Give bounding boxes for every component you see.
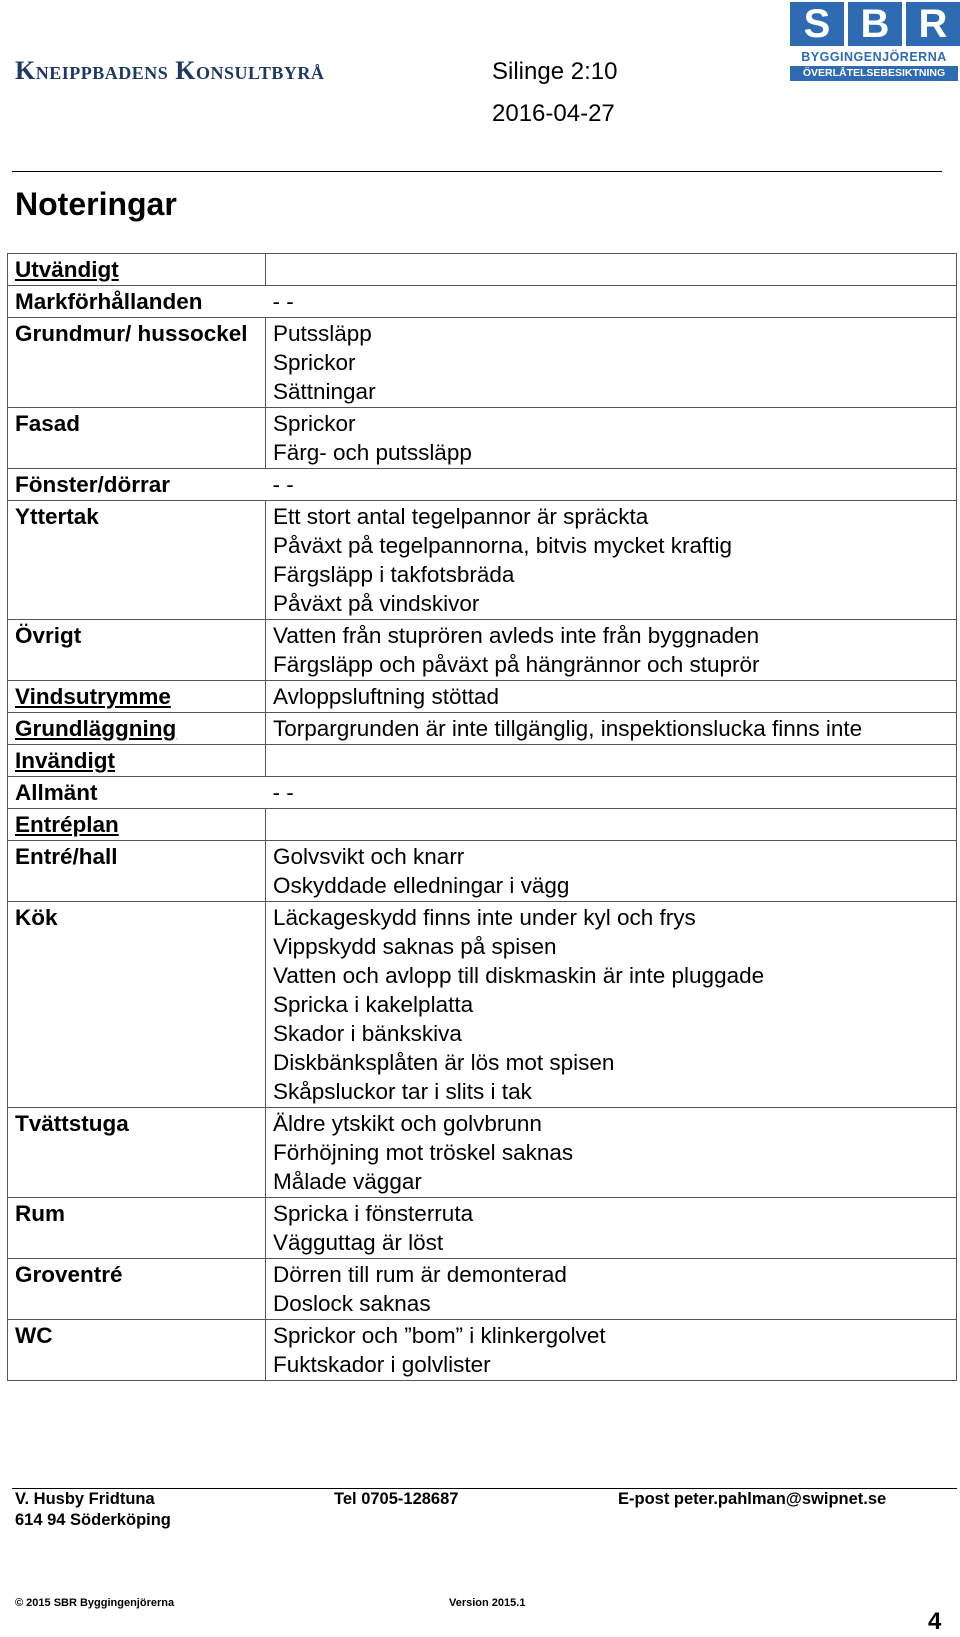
note-label-cell xyxy=(8,1108,266,1198)
note-line: Golvsvikt och knarr xyxy=(273,844,465,869)
note-line: Doslock saknas xyxy=(273,1291,431,1316)
note-label-cell xyxy=(8,1198,266,1259)
page-title: Noteringar xyxy=(15,186,177,222)
note-row xyxy=(8,501,957,620)
note-line: Sättningar xyxy=(273,379,376,404)
note-content-cell xyxy=(266,777,957,809)
note-line: Diskbänksplåten är lös mot spisen xyxy=(273,1050,615,1075)
note-label-cell xyxy=(8,408,266,469)
note-content-cell xyxy=(266,1320,957,1381)
note-label-cell xyxy=(8,1259,266,1320)
note-row xyxy=(8,254,957,286)
note-label-cell xyxy=(8,501,266,620)
note-line: Skåpsluckor tar i slits i tak xyxy=(273,1079,532,1104)
note-line: Färg- och putssläpp xyxy=(273,440,472,465)
header-divider xyxy=(12,171,942,172)
note-content-cell xyxy=(266,1259,957,1320)
note-row xyxy=(8,1320,957,1381)
note-row xyxy=(8,1259,957,1320)
property-id: Silinge 2:10 xyxy=(492,58,618,85)
note-line: Torpargrunden är inte tillgänglig, inspektionslucka finns inte xyxy=(273,716,863,741)
section-heading: Invändigt xyxy=(15,748,115,773)
note-line: - - xyxy=(272,472,294,497)
note-label: Grundmur/ hussockel xyxy=(15,321,248,346)
note-row xyxy=(8,745,957,777)
note-label: Övrigt xyxy=(15,623,82,648)
note-label-cell xyxy=(8,777,266,809)
note-line: - - xyxy=(272,289,294,314)
note-row xyxy=(8,1108,957,1198)
note-label-cell xyxy=(8,902,266,1108)
note-row xyxy=(8,681,957,713)
note-label: Fasad xyxy=(15,411,81,436)
note-label-cell xyxy=(8,745,266,777)
note-line: Läckageskydd finns inte under kyl och frys xyxy=(273,905,696,930)
note-label: Yttertak xyxy=(15,504,99,529)
logo-letter-s: S xyxy=(790,2,844,46)
note-content-cell xyxy=(266,408,957,469)
note-line: Äldre ytskikt och golvbrunn xyxy=(273,1111,542,1136)
note-line: Färgsläpp och påväxt på hängrännor och stuprör xyxy=(273,652,760,677)
footer-address-line2: 614 94 Söderköping xyxy=(15,1511,171,1529)
note-content-cell xyxy=(266,681,957,713)
note-row xyxy=(8,620,957,681)
note-line: Spricka i kakelplatta xyxy=(273,992,474,1017)
note-label: Markförhållanden xyxy=(15,289,203,314)
note-line: Dörren till rum är demonterad xyxy=(273,1262,567,1287)
note-label: Allmänt xyxy=(15,780,98,805)
note-content-cell xyxy=(266,286,957,318)
logo-tagline: ÖVERLÅTELSEBESIKTNING xyxy=(790,66,958,81)
logo-letter-b: B xyxy=(848,2,902,46)
note-label-cell xyxy=(8,809,266,841)
note-line: Putssläpp xyxy=(273,321,372,346)
company-name: Kneippbadens Konsultbyrå xyxy=(15,56,325,85)
note-label-cell xyxy=(8,318,266,408)
note-line: Vatten och avlopp till diskmaskin är inte pluggade xyxy=(273,963,765,988)
note-content-cell xyxy=(266,620,957,681)
note-line: Fuktskador i golvlister xyxy=(273,1352,491,1377)
note-label-cell xyxy=(8,681,266,713)
note-content-cell xyxy=(266,745,957,777)
note-label: Rum xyxy=(15,1201,65,1226)
note-label-cell xyxy=(8,841,266,902)
note-label: Entré/hall xyxy=(15,844,118,869)
footer-phone: Tel 0705-128687 xyxy=(334,1490,459,1508)
note-line: Skador i bänkskiva xyxy=(273,1021,462,1046)
note-content-cell xyxy=(266,902,957,1108)
section-heading: Vindsutrymme xyxy=(15,684,171,709)
note-line: Sprickor xyxy=(273,350,356,375)
note-row xyxy=(8,469,957,501)
footer-divider xyxy=(12,1488,957,1489)
notes-table xyxy=(7,253,957,1381)
note-content-cell xyxy=(266,318,957,408)
note-line: Vatten från stuprören avleds inte från byggnaden xyxy=(273,623,760,648)
note-line: Färgsläpp i takfotsbräda xyxy=(273,562,515,587)
note-row xyxy=(8,809,957,841)
footer-address-line1: V. Husby Fridtuna xyxy=(15,1490,155,1508)
note-content-cell xyxy=(266,469,957,501)
note-content-cell xyxy=(266,841,957,902)
note-label: Tvättstuga xyxy=(15,1111,129,1136)
note-line: Avloppsluftning stöttad xyxy=(273,684,499,709)
note-label-cell xyxy=(8,254,266,286)
note-label: Kök xyxy=(15,905,58,930)
note-label-cell xyxy=(8,1320,266,1381)
footer-version: Version 2015.1 xyxy=(449,1597,526,1609)
note-content-cell xyxy=(266,1198,957,1259)
footer-email: E-post peter.pahlman@swipnet.se xyxy=(618,1490,887,1508)
page-number: 4 xyxy=(928,1608,942,1635)
note-line: Ett stort antal tegelpannor är spräckta xyxy=(273,504,649,529)
note-label-cell xyxy=(8,713,266,745)
note-row xyxy=(8,777,957,809)
note-label-cell xyxy=(8,620,266,681)
note-content-cell xyxy=(266,1108,957,1198)
note-row xyxy=(8,408,957,469)
note-row xyxy=(8,902,957,1108)
note-content-cell xyxy=(266,254,957,286)
note-line: Sprickor xyxy=(273,411,356,436)
note-content-cell xyxy=(266,809,957,841)
note-line: Sprickor och ”bom” i klinkergolvet xyxy=(273,1323,606,1348)
report-date: 2016-04-27 xyxy=(492,100,615,127)
note-content-cell xyxy=(266,713,957,745)
note-row xyxy=(8,286,957,318)
note-line: Målade väggar xyxy=(273,1169,422,1194)
note-line: Förhöjning mot tröskel saknas xyxy=(273,1140,574,1165)
note-line: Vippskydd saknas på spisen xyxy=(273,934,557,959)
note-row xyxy=(8,713,957,745)
note-label: Groventré xyxy=(15,1262,123,1287)
note-line: Oskyddade elledningar i vägg xyxy=(273,873,570,898)
section-heading: Grundläggning xyxy=(15,716,177,741)
note-line: Vägguttag är löst xyxy=(273,1230,444,1255)
note-label-cell xyxy=(8,286,266,318)
note-line: Påväxt på vindskivor xyxy=(273,591,480,616)
note-content-cell xyxy=(266,501,957,620)
section-heading: Utvändigt xyxy=(15,257,119,282)
section-heading: Entréplan xyxy=(15,812,119,837)
logo-letter-r: R xyxy=(906,2,960,46)
note-line: Påväxt på tegelpannorna, bitvis mycket kraftig xyxy=(273,533,732,558)
logo-subtitle: BYGGINGENJÖRERNA xyxy=(801,50,947,64)
note-line: Spricka i fönsterruta xyxy=(273,1201,474,1226)
note-label: WC xyxy=(15,1323,53,1348)
note-row xyxy=(8,318,957,408)
note-label-cell xyxy=(8,469,266,501)
note-label: Fönster/dörrar xyxy=(15,472,171,497)
note-row xyxy=(8,841,957,902)
footer-copyright: © 2015 SBR Byggingenjörerna xyxy=(15,1597,175,1609)
note-row xyxy=(8,1198,957,1259)
sbr-logo xyxy=(790,0,958,84)
note-line: - - xyxy=(272,780,294,805)
